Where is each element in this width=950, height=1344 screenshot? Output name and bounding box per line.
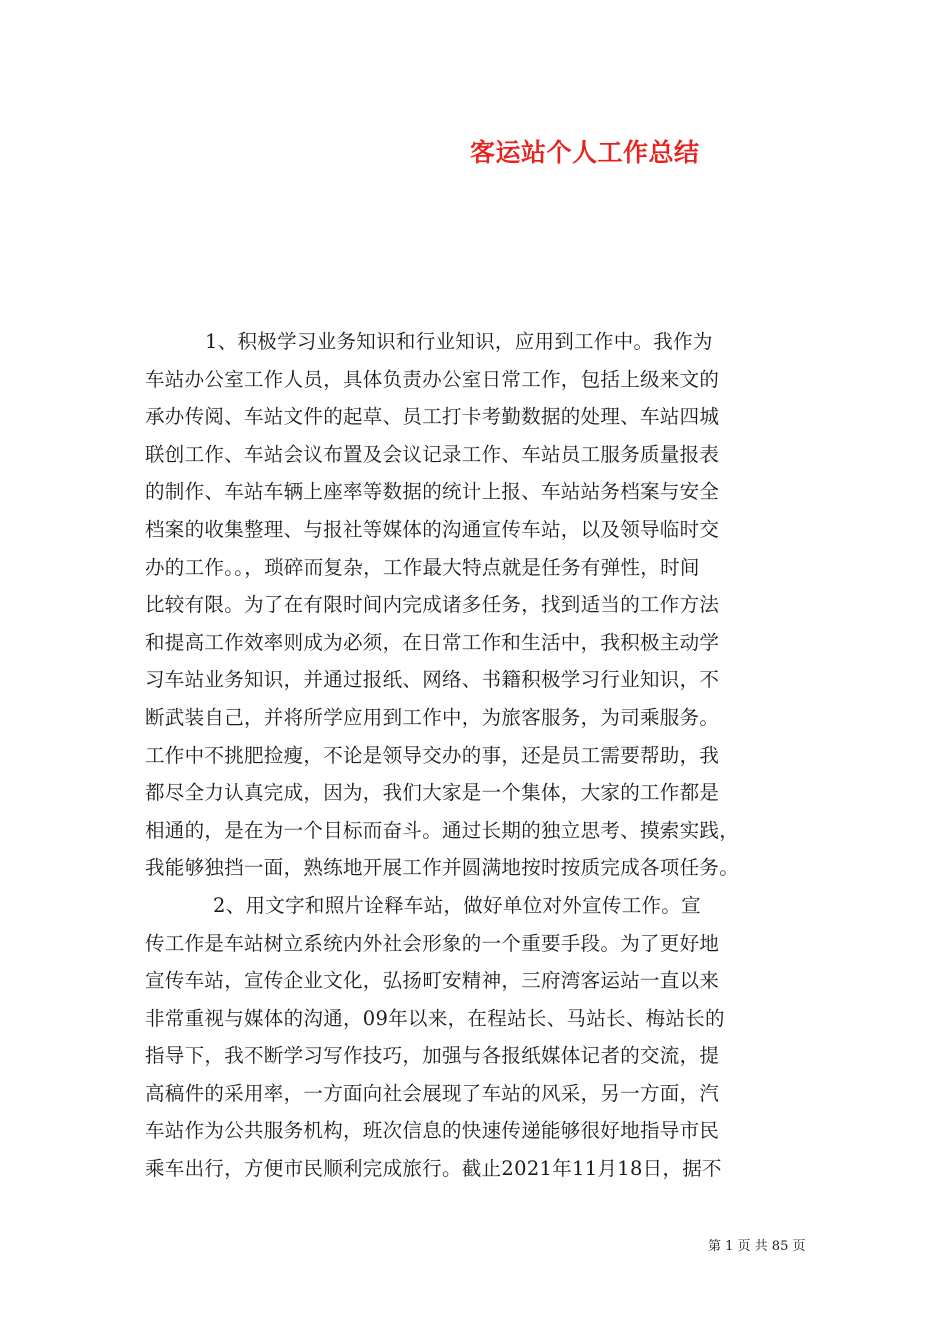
paragraph-1-line-10: 习车站业务知识，并通过报纸、网络、书籍积极学习行业知识，不 (145, 668, 720, 692)
paragraph-2-line-1: 2、用文字和照片诠释车站，做好单位对外宣传工作。宣 (213, 893, 701, 917)
paragraph-2-line-5: 指导下，我不断学习写作技巧，加强与各报纸媒体记者的交流，提 (145, 1044, 720, 1068)
paragraph-2-line-6: 高稿件的采用率，一方面向社会展现了车站的风采，另一方面，汽 (145, 1081, 720, 1105)
paragraph-1-line-8: 比较有限。为了在有限时间内完成诸多任务，找到适当的工作方法 (145, 593, 720, 617)
paragraph-1-line-11: 断武装自己，并将所学应用到工作中，为旅客服务，为司乘服务。 (145, 705, 720, 729)
paragraph-1-line-2: 车站办公室工作人员，具体负责办公室日常工作，包括上级来文的 (145, 367, 720, 391)
paragraph-2-line-8: 乘车出行，方便市民顺利完成旅行。截止2021年11月18日，据不 (145, 1157, 722, 1181)
page-number-footer: 第 1 页 共 85 页 (708, 1239, 806, 1254)
document-body (145, 323, 810, 1188)
paragraph-1-line-9: 和提高工作效率则成为必须，在日常工作和生活中，我积极主动学 (145, 630, 720, 654)
paragraph-1-line-15: 我能够独挡一面，熟练地开展工作并圆满地按时按质完成各项任务。 (145, 856, 740, 880)
paragraph-1-line-1: 1、积极学习业务知识和行业知识，应用到工作中。我作为 (205, 330, 713, 353)
paragraph-1-line-4: 联创工作、车站会议布置及会议记录工作、车站员工服务质量报表 (145, 442, 720, 466)
paragraph-1-line-6: 档案的收集整理、与报社等媒体的沟通宣传车站，以及领导临时交 (145, 517, 720, 541)
paragraph-2-line-4: 非常重视与媒体的沟通，09年以来，在程站长、马站长、梅站长的 (145, 1006, 725, 1030)
paragraph-1-line-7: 办的工作。。，琐碎而复杂，工作最大特点就是任务有弹性，时间 (145, 555, 700, 579)
paragraph-1-line-13: 都尽全力认真完成，因为，我们大家是一个集体，大家的工作都是 (145, 781, 720, 805)
paragraph-1-line-14: 相通的，是在为一个目标而奋斗。通过长期的独立思考、摸索实践， (145, 818, 740, 842)
paragraph-1-line-3: 承办传阅、车站文件的起草、员工打卡考勤数据的处理、车站四城 (145, 405, 720, 429)
paragraph-2-line-2: 传工作是车站树立系统内外社会形象的一个重要手段。为了更好地 (145, 931, 720, 955)
paragraph-2-line-7: 车站作为公共服务机构，班次信息的快速传递能够很好地指导市民 (145, 1119, 720, 1143)
paragraph-1-line-12: 工作中不挑肥捡瘦，不论是领导交办的事，还是员工需要帮助，我 (145, 743, 720, 767)
document-title: 客运站个人工作总结 (470, 138, 700, 167)
paragraph-2-line-3: 宣传车站，宣传企业文化，弘扬町安精神，三府湾客运站一直以来 (145, 969, 720, 993)
paragraph-1-line-5: 的制作、车站车辆上座率等数据的统计上报、车站站务档案与安全 (145, 480, 720, 504)
